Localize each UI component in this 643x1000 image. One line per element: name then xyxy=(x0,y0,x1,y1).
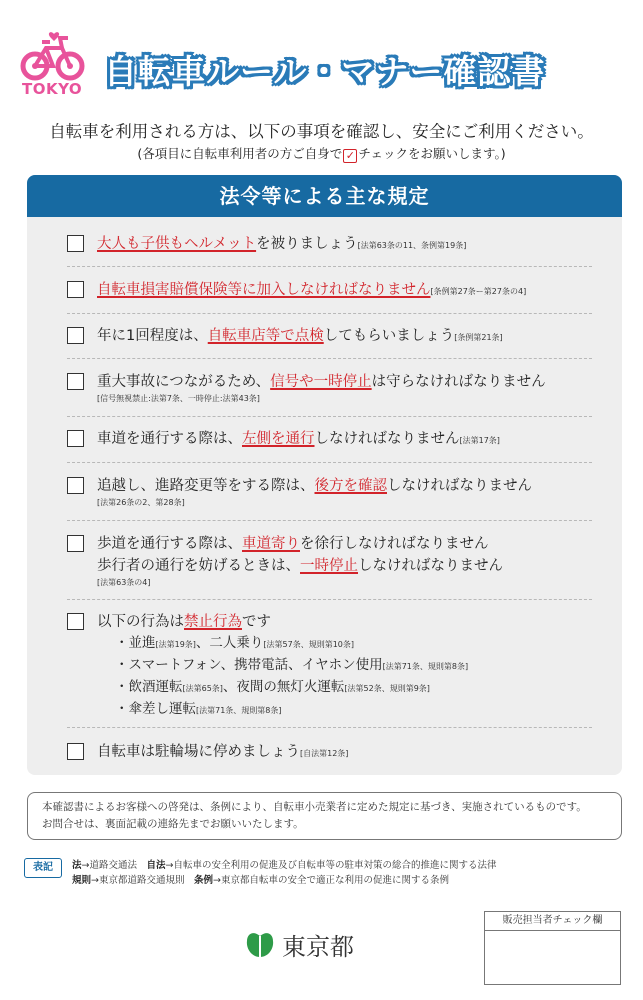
rule-emphasis: 車道寄り xyxy=(242,536,300,552)
legal-reference: [法第65条] xyxy=(182,684,223,693)
rule-item-helmet xyxy=(67,233,602,257)
rule-item-insurance xyxy=(67,279,602,303)
intro-note-after: チェックをお願いします。) xyxy=(358,146,506,161)
rule-text: しなければなりません xyxy=(314,431,460,447)
rule-item-signal xyxy=(67,371,602,405)
rule-text: 追越し、進路変更等をする際は、 xyxy=(97,478,315,494)
intro-line: 自転車を利用される方は、以下の事項を確認し、安全にご利用ください。 xyxy=(49,122,594,141)
checkbox[interactable] xyxy=(67,373,84,390)
rules-panel xyxy=(27,175,622,775)
checkbox[interactable] xyxy=(67,613,84,630)
rule-item-left-side xyxy=(67,428,602,452)
rule-emphasis: 禁止行為 xyxy=(184,614,242,630)
legend-key: 自法 xyxy=(146,860,166,871)
rule-item-parking xyxy=(67,741,602,765)
rule-text: 歩行者の通行を妨げるときは、 xyxy=(97,558,300,574)
prohibited-item xyxy=(115,633,602,655)
header xyxy=(0,0,643,110)
rule-text: です xyxy=(242,614,271,630)
legend-key: 規則 xyxy=(72,875,92,886)
legal-reference: [条例第27条ー第27条の4] xyxy=(430,287,527,296)
prohibited-label: ・並進 xyxy=(115,635,156,651)
checkbox[interactable] xyxy=(67,743,84,760)
legal-reference: [法第52条、規則第9条] xyxy=(344,684,430,693)
legal-reference: [法第63条の11、条例第19条] xyxy=(357,241,467,250)
divider xyxy=(67,599,592,600)
rule-text: を徐行しなければなりません xyxy=(300,536,489,552)
legal-reference: [法第19条] xyxy=(155,640,196,649)
legend-value: →自転車の安全利用の促進及び自転車等の駐車対策の総合的推進に関する法律 xyxy=(165,860,497,871)
rule-text: しなければなりません xyxy=(387,478,532,494)
rule-emphasis: 一時停止 xyxy=(300,558,358,574)
checkbox[interactable] xyxy=(67,535,84,552)
legend-key: 法 xyxy=(72,860,82,871)
divider xyxy=(67,416,592,417)
intro-note-before: (各項目に自転車利用者の方ご自身で xyxy=(137,146,343,161)
page-title: 自転車ルール・マナー確認書 xyxy=(104,52,546,91)
prohibited-item xyxy=(115,677,602,699)
rule-emphasis: 信号や一時停止 xyxy=(270,374,372,390)
legal-reference: [法第26条の2、第28条] xyxy=(97,498,185,507)
rule-item-sidewalk xyxy=(67,533,602,589)
prohibited-item xyxy=(115,655,602,677)
staff-check-box[interactable] xyxy=(484,911,621,985)
checkbox[interactable] xyxy=(67,327,84,344)
notice-box xyxy=(27,792,622,840)
checkbox-checked-icon: ✓ xyxy=(343,149,357,163)
notice-line: 本確認書によるお客様への啓発は、条例により、自転車小売業者に定めた規定に基づき、実施されているものです。 xyxy=(42,801,587,813)
legal-reference: [法第63条の4] xyxy=(97,578,151,587)
rule-text: してもらいましょう xyxy=(323,328,455,344)
intro-note xyxy=(0,144,643,163)
rule-emphasis: 自転車店等で点検 xyxy=(207,328,324,344)
legal-reference: [法第17条] xyxy=(459,436,500,445)
logo-text: TOKYO xyxy=(22,80,83,98)
legal-reference: [法第71条、規則第8条] xyxy=(196,706,282,715)
prohibited-label: 、二人乗り xyxy=(195,635,264,651)
rule-item-inspection xyxy=(67,325,602,349)
legend-line xyxy=(72,872,449,886)
legal-reference: [法第71条、規則第8条] xyxy=(382,662,469,671)
staff-check-label: 販売担当者チェック欄 xyxy=(485,912,620,931)
rule-text: 重大事故につながるため、 xyxy=(97,374,271,390)
rule-text: 以下の行為は xyxy=(97,614,184,630)
legend-line xyxy=(72,857,496,871)
divider xyxy=(67,266,592,267)
rule-text: 自転車は駐輪場に停めましょう xyxy=(97,744,300,760)
rule-item-rear-check xyxy=(67,475,602,509)
rule-emphasis: 大人も子供もヘルメット xyxy=(97,236,257,252)
divider xyxy=(67,313,592,314)
legend-key: 条例 xyxy=(194,875,214,886)
prohibited-item xyxy=(115,699,602,721)
rule-emphasis: 自転車損害賠償保険等に加入しなければなりません xyxy=(97,282,431,298)
checkbox[interactable] xyxy=(67,235,84,252)
rule-emphasis: 後方を確認 xyxy=(314,478,387,494)
rule-item-prohibited xyxy=(67,611,602,721)
prohibited-label: ・傘差し運転 xyxy=(115,701,196,717)
panel-heading: 法令等による主な規定 xyxy=(27,175,622,217)
checkbox[interactable] xyxy=(67,430,84,447)
rule-emphasis: 左側を通行 xyxy=(242,431,315,447)
rule-text: は守らなければなりません xyxy=(371,374,546,390)
prohibited-label: ・スマートフォン、携帯電話、イヤホン使用 xyxy=(115,657,383,673)
legend-value: →東京都道路交通規則 xyxy=(91,875,185,886)
prohibited-label: 、夜間の無灯火運転 xyxy=(222,679,345,695)
legend-tag: 表記 xyxy=(24,858,62,878)
org-name: 東京都 xyxy=(282,933,354,961)
rule-text: 歩道を通行する際は、 xyxy=(97,536,242,552)
checkbox[interactable] xyxy=(67,281,84,298)
divider xyxy=(67,462,592,463)
rule-text: しなければなりません xyxy=(358,558,503,574)
prohibited-label: ・飲酒運転 xyxy=(115,679,183,695)
rule-text: 年に1回程度は、 xyxy=(97,328,208,344)
rule-text: を被りましょう xyxy=(256,236,358,252)
legal-reference: [法第57条、規則第10条] xyxy=(263,640,355,649)
legal-reference: [自法第12条] xyxy=(300,749,349,758)
tokyo-ginkgo-icon xyxy=(245,928,275,958)
legal-reference: [条例第21条] xyxy=(454,333,503,342)
checkbox[interactable] xyxy=(67,477,84,494)
divider xyxy=(67,727,592,728)
legend-value: →道路交通法 xyxy=(81,860,137,871)
legend-value: →東京都自転車の安全で適正な利用の促進に関する条例 xyxy=(213,875,449,886)
legal-reference: [信号無視禁止:法第7条、一時停止:法第43条] xyxy=(97,394,260,403)
rule-text: 車道を通行する際は、 xyxy=(97,431,242,447)
notice-line: お問合せは、裏面記載の連絡先までお願いいたします。 xyxy=(42,818,304,830)
divider xyxy=(67,520,592,521)
divider xyxy=(67,358,592,359)
